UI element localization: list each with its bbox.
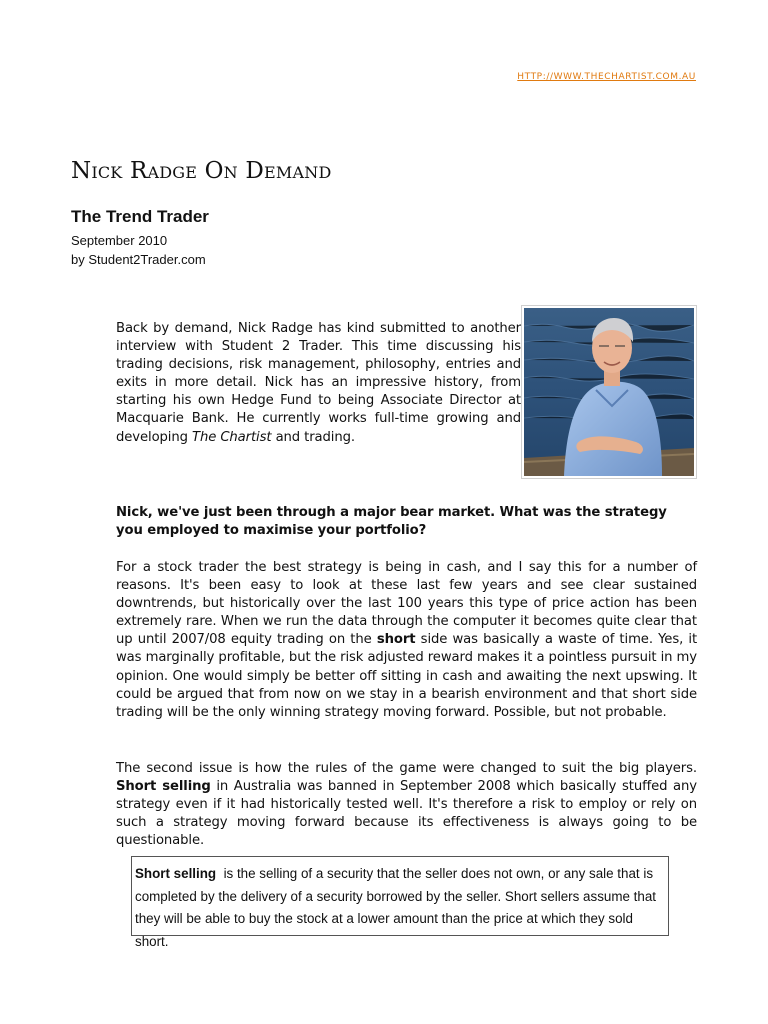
interview-question: Nick, we've just been through a major bear market. What was the strategy you employed to maximise your portfolio? [116, 505, 667, 539]
intro-text: Back by demand, Nick Radge has kind submitted to another interview with Student 2 Trader. This time discussing his trading decisions, risk management, philosophy, entries and exits in more detail. Nick has an impressive history, from starting his own Hedge Fund to being Associate Director at Macquarie Bank. He currently works full-time growing and developing [116, 321, 521, 445]
answer-text: The second issue is how the rules of the game were changed to suit the big players. [116, 761, 697, 776]
answer-emphasis: Short selling [116, 779, 211, 795]
header-url-link[interactable]: HTTP://WWW.THECHARTIST.COM.AU [517, 72, 696, 82]
page-title: Nick Radge On Demand [71, 158, 332, 184]
portrait-photo-icon [524, 308, 694, 476]
intro-paragraph [116, 320, 521, 447]
definition-term: Short selling [135, 866, 217, 881]
article-subtitle: The Trend Trader [71, 207, 209, 226]
answer-text: in Australia was banned in September 2008 which basically stuffed any strategy even if it had historically tested well. It's therefore a risk to employ or rely on such a strategy moving forward because its effectiveness is always going to be questionable. [116, 779, 697, 849]
definition-text: is the selling of a security that the seller does not own, or any sale that is completed by the delivery of a security borrowed by the seller. Short sellers assume that they will be able to buy the stock at a lower amount than the price at which they sold short. [135, 866, 656, 949]
answer-paragraph-1 [116, 559, 697, 722]
answer-text: For a stock trader the best strategy is being in cash, and I say this for a number of reasons. It's been easy to look at these last few years and see clear sustained downtrends, but historically over the last 100 years this type of price action has been extremely rare. When we run the data through the computer it becomes quite clear that up until 2007/08 equity trading on the [116, 560, 697, 648]
article-byline: by Student2Trader.com [71, 252, 206, 267]
definition-box [131, 856, 669, 949]
intro-text-end: and trading. [275, 429, 355, 445]
article-date: September 2010 [71, 233, 168, 248]
answer-emphasis: short [376, 632, 416, 648]
intro-italic-name: The Chartist [192, 429, 272, 445]
answer-paragraph-2 [116, 760, 697, 850]
portrait-photo [521, 305, 697, 479]
answer-text: side was basically a waste of time. Yes, it was marginally profitable, but the risk adjusted reward makes it a pointless pursuit in my opinion. One would simply be better off sitting in cash and awaiting the next upswing. It could be argued that from now on we stay in a bearish environment and that short side trading will be the only winning strategy moving forward. Possible, but not probable. [116, 632, 698, 720]
